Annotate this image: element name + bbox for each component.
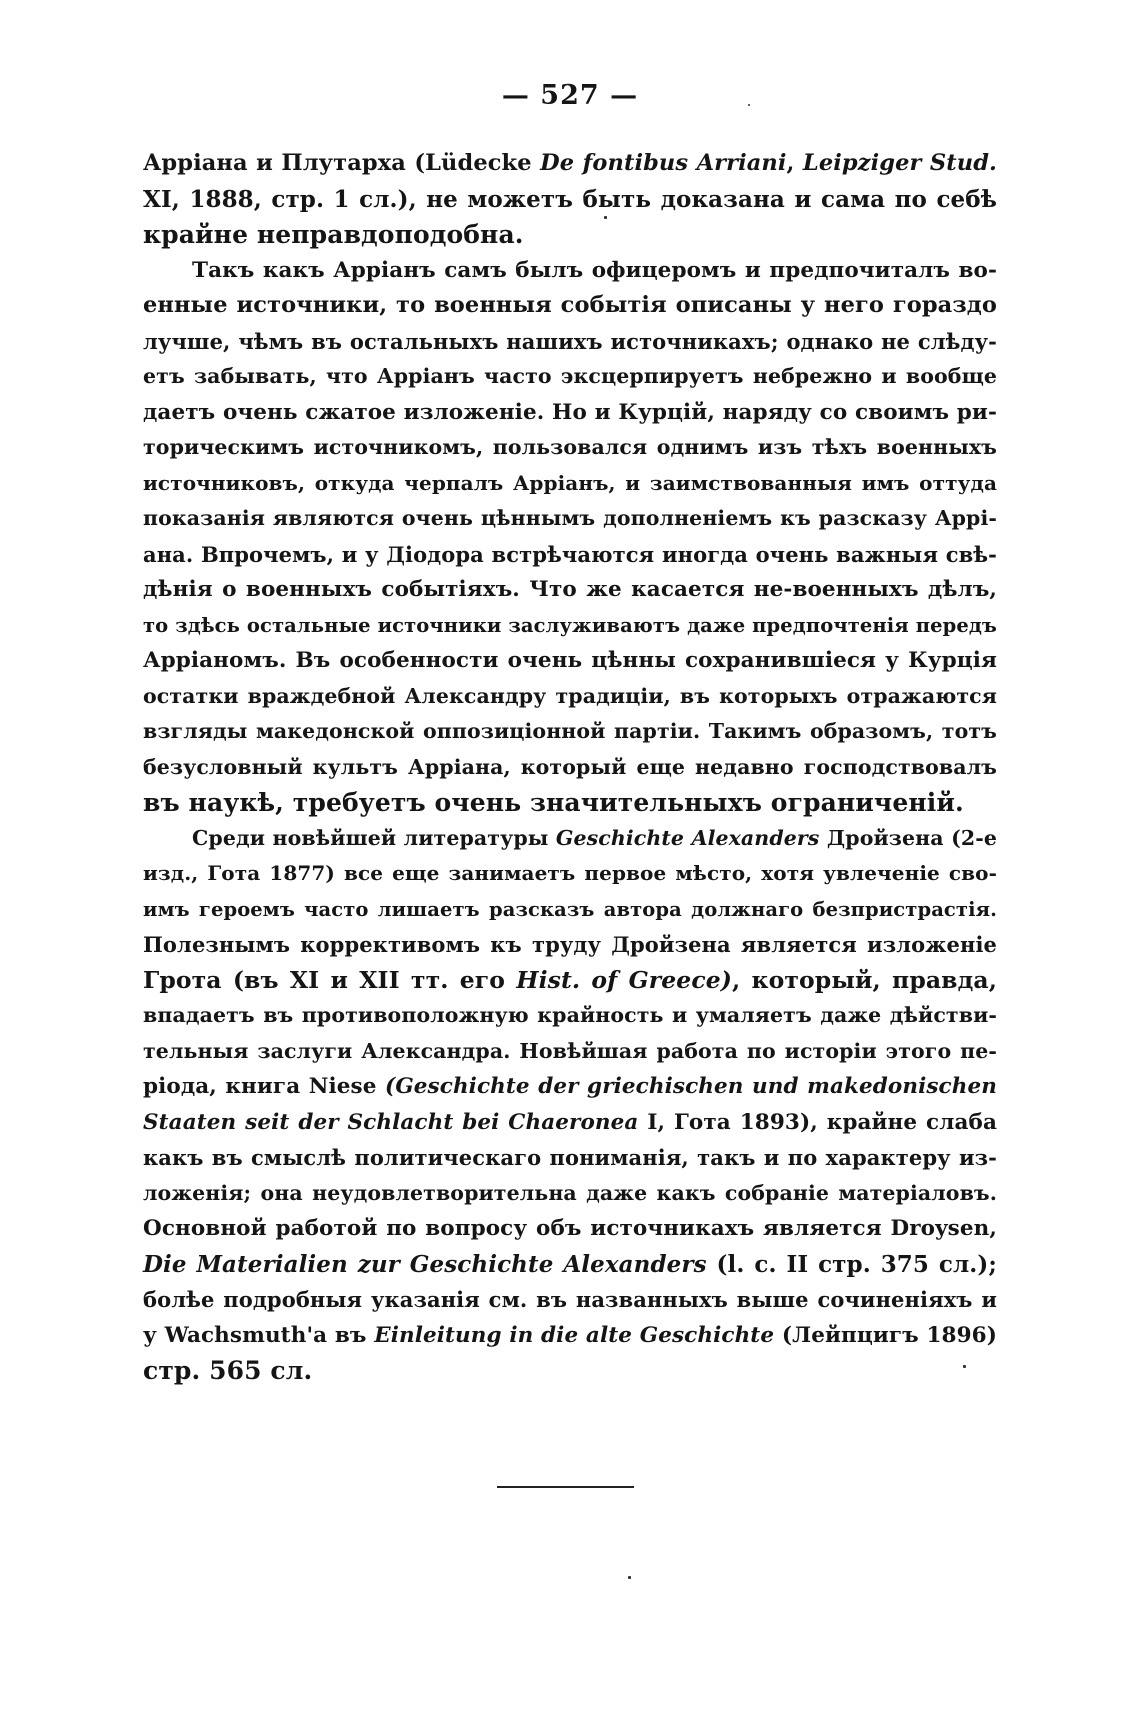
scan-speck (748, 104, 750, 106)
text-line (143, 750, 997, 786)
text-line (143, 1247, 997, 1283)
text-line (143, 1282, 997, 1318)
text-run: у Wachsmuth'а въ (143, 1322, 375, 1348)
text-line (143, 1105, 997, 1141)
text-run: Среди новѣйшей литературы (192, 825, 556, 850)
text-line (143, 572, 997, 608)
text-line (143, 1140, 997, 1176)
text-run: дѣнія о военныхъ событіяхъ. Что же касается не-военныхъ дѣлъ, (143, 577, 997, 602)
text-run: XI, 1888, стр. 1 сл.), не можетъ быть доказана и сама по себѣ (143, 185, 997, 213)
text-run: показанія являются очень цѣннымъ дополненіемъ къ разсказу Аррі- (143, 506, 997, 530)
body-text (143, 146, 997, 1389)
text-line (143, 821, 997, 857)
text-line (143, 1176, 997, 1212)
text-line (143, 288, 997, 324)
scan-speck (628, 1576, 631, 1579)
text-line (143, 501, 997, 537)
text-run: крайне неправдоподобна. (143, 220, 524, 249)
text-line (143, 466, 997, 502)
text-run: источниковъ, откуда черпалъ Арріанъ, и заимствованныя имъ оттуда (143, 470, 997, 495)
text-run: I, Гота 1893), крайне слаба (638, 1109, 997, 1135)
text-line (143, 856, 997, 892)
text-run: (l. c. II стр. 375 сл.); (706, 1250, 997, 1278)
text-line (143, 395, 997, 431)
text-run: , который, правда, (732, 965, 997, 994)
scan-speck (963, 1365, 966, 1368)
text-line (143, 714, 997, 750)
text-run: взгляды македонской оппозиціонной партіи. Такимъ образомъ, тотъ (143, 719, 997, 743)
text-run: ложенія; она неудовлетворительна даже какъ собраніе матеріаловъ. (143, 1180, 997, 1205)
italic-title: Einleitung in die alte Geschichte (374, 1322, 775, 1348)
text-line (143, 430, 997, 466)
italic-title: De fontibus Arriani (540, 150, 787, 176)
text-line (143, 998, 997, 1034)
text-line (143, 1211, 997, 1247)
text-line (143, 1353, 997, 1389)
text-run: имъ героемъ часто лишаетъ разсказъ автора должнаго безпристрастія. (143, 897, 997, 921)
text-run: въ наукѣ, требуетъ очень значительныхъ ограниченій. (143, 788, 964, 817)
page-number: — 527 — (501, 80, 639, 111)
text-run: етъ забывать, что Арріанъ часто эксцерпируетъ небрежно и вообще (143, 364, 997, 388)
text-run: енные источники, то военныя событія описаны у него гораздо (143, 292, 997, 318)
text-run: какъ въ смыслѣ политическаго пониманія, такъ и по характеру из- (143, 1145, 997, 1170)
text-line (143, 892, 997, 928)
text-line (143, 253, 997, 289)
text-line (143, 608, 997, 644)
text-line (143, 1318, 997, 1354)
text-line (143, 785, 997, 821)
text-run: безусловный культъ Арріана, который еще недавно господствовалъ (143, 754, 997, 779)
text-run: стр. 565 сл. (143, 1356, 313, 1385)
italic-title: Staaten seit der Schlacht bei Chaeronea (143, 1109, 639, 1135)
text-line (143, 927, 997, 963)
italic-title: Leipziger Stud. (802, 150, 997, 176)
text-line (143, 1069, 997, 1105)
text-run: болѣе подробныя указанія см. въ названныхъ выше сочиненіяхъ и (143, 1287, 997, 1312)
text-line (143, 359, 997, 395)
end-rule (497, 1486, 634, 1488)
text-run: то здѣсь остальные источники заслуживаютъ даже предпочтенія передъ (143, 613, 997, 637)
italic-title: (Geschichte der griechischen und makedonischen (385, 1074, 997, 1099)
text-line (143, 963, 997, 999)
text-run: торическимъ источникомъ, пользовался однимъ изъ тѣхъ военныхъ (143, 435, 997, 459)
text-line (143, 217, 997, 253)
text-line (143, 1034, 997, 1070)
text-run: , (786, 150, 803, 176)
text-run: Основной работой по вопросу объ источникахъ является Droysen, (143, 1216, 997, 1241)
text-line (143, 182, 997, 218)
text-line (143, 679, 997, 715)
text-run: впадаетъ въ противоположную крайность и умаляетъ даже дѣйстви- (143, 1003, 997, 1027)
text-line (143, 537, 997, 573)
scan-speck (604, 216, 607, 219)
text-line (143, 146, 997, 182)
text-line (143, 643, 997, 679)
text-run: изд., Гота 1877) все еще занимаетъ первое мѣсто, хотя увлеченіе сво- (143, 861, 997, 885)
italic-title: Geschichte Alexanders (555, 825, 820, 850)
text-run: тельныя заслуги Александра. Новѣйшая работа по исторіи этого пе- (143, 1038, 997, 1063)
text-run: Полезнымъ коррективомъ къ труду Дройзена является изложеніе (143, 932, 997, 957)
text-run: лучше, чѣмъ въ остальныхъ нашихъ источникахъ; однако не слѣду- (143, 328, 997, 354)
text-run: Арріана и Плутарха (Lüdecke (143, 150, 541, 176)
italic-title: Die Materialien zur Geschichte Alexanders (143, 1250, 707, 1278)
text-run: остатки враждебной Александру традиціи, въ которыхъ отражаются (143, 683, 997, 708)
text-run: ана. Впрочемъ, и у Діодора встрѣчаются иногда очень важныя свѣ- (143, 541, 997, 567)
text-run: Арріаномъ. Въ особенности очень цѣнны сохранившіеся у Курція (143, 648, 997, 673)
text-run: Дройзена (2-е (819, 825, 997, 850)
text-run: Такъ какъ Арріанъ самъ былъ офицеромъ и предпочиталъ во- (192, 257, 997, 283)
text-run: (Лейпцигъ 1896) (774, 1322, 997, 1348)
text-line (143, 324, 997, 360)
italic-title: Hist. of Greece) (516, 965, 733, 994)
text-run: ріода, книга Niese (143, 1074, 386, 1099)
text-run: даетъ очень сжатое изложеніе. Но и Курцій, наряду со своимъ ри- (143, 399, 997, 425)
text-run: Грота (въ XI и XII тт. его (143, 965, 517, 994)
